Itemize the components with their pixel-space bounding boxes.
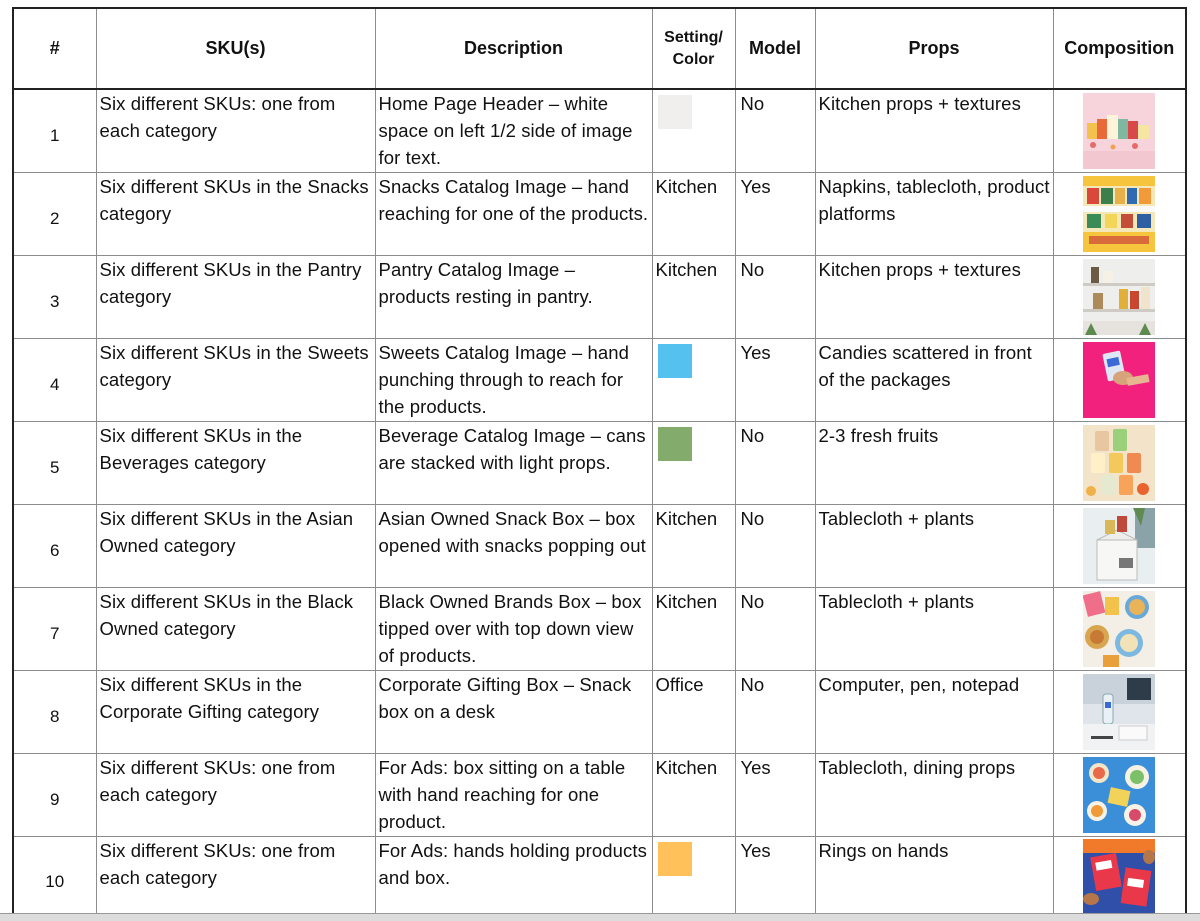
description-cell: Sweets Catalog Image – hand punching through to reach for the products. [375, 338, 652, 421]
description-cell: Corporate Gifting Box – Snack box on a desk [375, 670, 652, 753]
row-number: 1 [13, 89, 96, 172]
row-number: 4 [13, 338, 96, 421]
table-row [13, 172, 1186, 255]
table-row [13, 753, 1186, 836]
setting-cell: Kitchen [652, 753, 735, 836]
model-cell: Yes [735, 836, 815, 919]
header-setting-line2: Color [672, 50, 715, 68]
model-cell: No [735, 255, 815, 338]
model-cell: No [735, 421, 815, 504]
description-cell: Snacks Catalog Image – hand reaching for one of the products. [375, 172, 652, 255]
composition-thumbnail [1083, 591, 1155, 667]
composition-cell [1053, 670, 1186, 753]
model-cell: Yes [735, 338, 815, 421]
header-setting-line1: Setting/ [664, 28, 723, 46]
composition-cell [1053, 504, 1186, 587]
model-cell: Yes [735, 753, 815, 836]
composition-thumbnail [1083, 425, 1155, 501]
color-swatch [658, 95, 692, 129]
row-number: 9 [13, 753, 96, 836]
description-cell: Beverage Catalog Image – cans are stacked with light props. [375, 421, 652, 504]
header-num: # [13, 8, 96, 89]
row-number: 8 [13, 670, 96, 753]
composition-cell [1053, 255, 1186, 338]
setting-cell: Kitchen [652, 255, 735, 338]
photo-shot-list-table [12, 7, 1187, 920]
setting-cell: Kitchen [652, 172, 735, 255]
header-setting-color [652, 8, 735, 89]
model-cell: Yes [735, 172, 815, 255]
sku-cell: Six different SKUs: one from each category [96, 836, 375, 919]
description-cell: For Ads: hands holding products and box. [375, 836, 652, 919]
row-number: 6 [13, 504, 96, 587]
row-number: 10 [13, 836, 96, 919]
table-row [13, 670, 1186, 753]
composition-thumbnail [1083, 259, 1155, 335]
setting-cell: Kitchen [652, 504, 735, 587]
sku-cell: Six different SKUs in the Black Owned category [96, 587, 375, 670]
composition-thumbnail [1083, 176, 1155, 252]
model-cell: No [735, 504, 815, 587]
props-cell: Kitchen props + textures [815, 89, 1053, 172]
setting-cell [652, 338, 735, 421]
table-row [13, 587, 1186, 670]
row-number: 3 [13, 255, 96, 338]
composition-cell [1053, 338, 1186, 421]
composition-cell [1053, 836, 1186, 919]
composition-thumbnail [1083, 674, 1155, 750]
header-description: Description [375, 8, 652, 89]
setting-cell [652, 421, 735, 504]
props-cell: Rings on hands [815, 836, 1053, 919]
row-number: 7 [13, 587, 96, 670]
setting-cell: Office [652, 670, 735, 753]
sku-cell: Six different SKUs in the Sweets category [96, 338, 375, 421]
description-cell: For Ads: box sitting on a table with hand reaching for one product. [375, 753, 652, 836]
composition-cell [1053, 753, 1186, 836]
description-cell: Pantry Catalog Image – products resting in pantry. [375, 255, 652, 338]
composition-cell [1053, 587, 1186, 670]
table-row [13, 836, 1186, 919]
model-cell: No [735, 670, 815, 753]
color-swatch [658, 344, 692, 378]
table-row [13, 338, 1186, 421]
header-props: Props [815, 8, 1053, 89]
table-row [13, 255, 1186, 338]
row-number: 2 [13, 172, 96, 255]
composition-cell [1053, 89, 1186, 172]
props-cell: Napkins, tablecloth, product platforms [815, 172, 1053, 255]
composition-cell [1053, 172, 1186, 255]
description-cell: Black Owned Brands Box – box tipped over with top down view of products. [375, 587, 652, 670]
header-row [13, 8, 1186, 89]
composition-thumbnail [1083, 93, 1155, 169]
table-row [13, 421, 1186, 504]
sku-cell: Six different SKUs in the Snacks category [96, 172, 375, 255]
props-cell: Candies scattered in front of the packages [815, 338, 1053, 421]
sku-cell: Six different SKUs in the Pantry category [96, 255, 375, 338]
row-number: 5 [13, 421, 96, 504]
setting-cell [652, 89, 735, 172]
model-cell: No [735, 89, 815, 172]
composition-cell [1053, 421, 1186, 504]
header-model: Model [735, 8, 815, 89]
sku-cell: Six different SKUs in the Asian Owned category [96, 504, 375, 587]
props-cell: Computer, pen, notepad [815, 670, 1053, 753]
description-cell: Home Page Header – white space on left 1/2 side of image for text. [375, 89, 652, 172]
composition-thumbnail [1083, 839, 1155, 915]
props-cell: 2-3 fresh fruits [815, 421, 1053, 504]
description-cell: Asian Owned Snack Box – box opened with snacks popping out [375, 504, 652, 587]
sku-cell: Six different SKUs in the Beverages category [96, 421, 375, 504]
color-swatch [658, 842, 692, 876]
props-cell: Kitchen props + textures [815, 255, 1053, 338]
header-composition: Composition [1053, 8, 1186, 89]
model-cell: No [735, 587, 815, 670]
sku-cell: Six different SKUs: one from each category [96, 753, 375, 836]
sku-cell: Six different SKUs: one from each category [96, 89, 375, 172]
setting-cell: Kitchen [652, 587, 735, 670]
document-sheet [12, 7, 1187, 920]
sku-cell: Six different SKUs in the Corporate Gifting category [96, 670, 375, 753]
composition-thumbnail [1083, 508, 1155, 584]
header-sku: SKU(s) [96, 8, 375, 89]
setting-cell [652, 836, 735, 919]
table-row [13, 89, 1186, 172]
table-row [13, 504, 1186, 587]
props-cell: Tablecloth + plants [815, 504, 1053, 587]
composition-thumbnail [1083, 757, 1155, 833]
props-cell: Tablecloth, dining props [815, 753, 1053, 836]
color-swatch [658, 427, 692, 461]
composition-thumbnail [1083, 342, 1155, 418]
props-cell: Tablecloth + plants [815, 587, 1053, 670]
